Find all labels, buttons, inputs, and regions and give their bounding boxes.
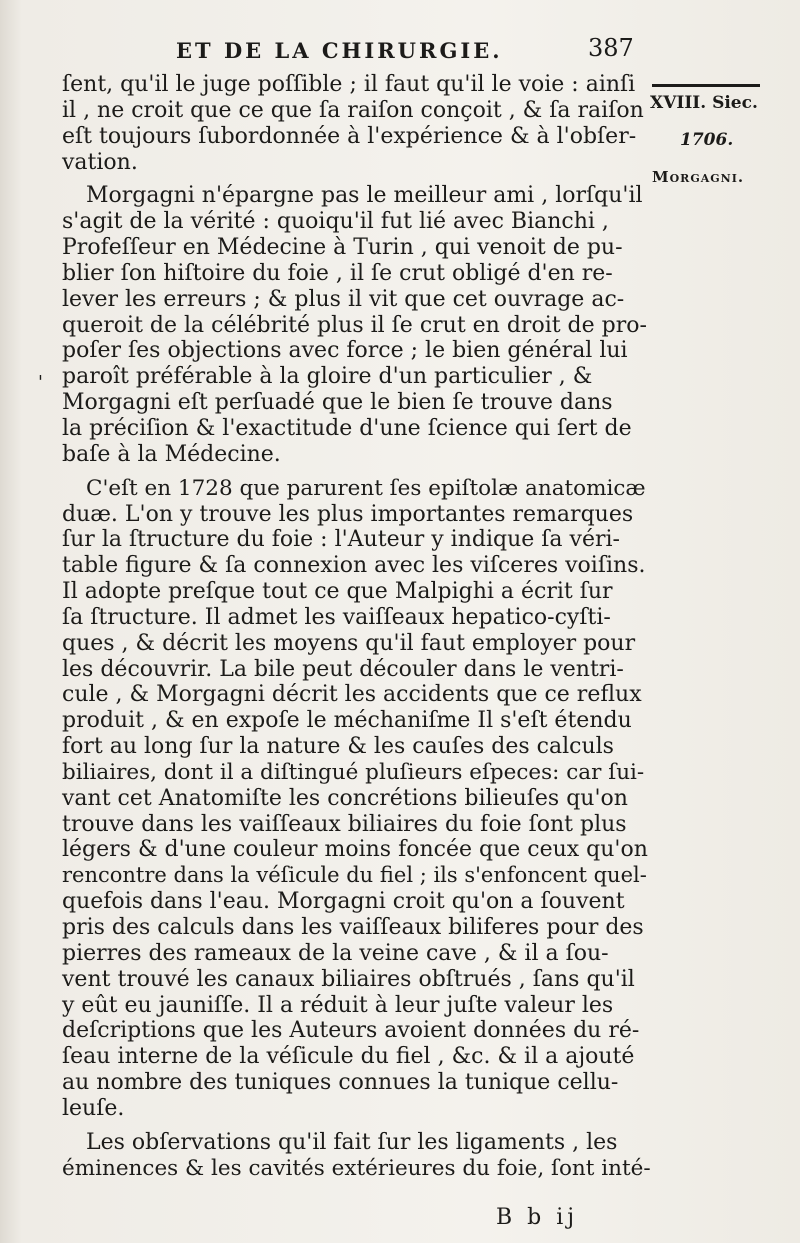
text-line: blier ſon hiſtoire du foie , il ſe crut obligé d'en re- [62,260,613,286]
text-line: il , ne croit que ce que ſa raiſon conçoit , & ſa raiſon [62,97,644,123]
signature-mark: B b ij [496,1205,579,1230]
text-line: Morgagni n'épargne pas le meilleur ami , lorſqu'il [86,183,643,209]
text-line: s'agit de la vérité : quoiqu'il fut lié avec Bianchi , [62,209,609,235]
paragraph [62,1130,652,1182]
text-line: ſent, qu'il le juge poſſible ; il faut qu'il le voie : ainſi [62,72,636,97]
text-line: Les obſervations qu'il fait ſur les ligaments , les [86,1129,618,1155]
text-line: fort au long ſur la nature & les cauſes des calculs [62,734,614,760]
text-line: C'eſt en 1728 que parurent ſes epiſtolæ anatomicæ [86,475,646,501]
paragraph-gap [62,1122,652,1130]
text-line: ques , & décrit les moyens qu'il faut employer pour [62,630,636,656]
text-line: biliaires, dont il a diſtingué pluſieurs eſpeces: car ſui- [62,759,645,785]
text-line: légers & d'une couleur moins foncée que ceux qu'on [62,837,648,863]
text-line: Il adopte preſque tout ce que Malpighi a écrit ſur [62,579,613,605]
text-line: Morgagni eſt perſuadé que le bien ſe trouve dans [62,390,613,416]
text-line: paroît préférable à la gloire d'un particulier , & [62,364,593,390]
margin-year: 1706. [680,130,734,150]
text-line: vant cet Anatomiſte les concrétions bilieuſes qu'on [62,785,628,811]
body-text [62,72,652,1181]
margin-name: Morgagni. [652,168,745,186]
text-line: au nombre des tuniques connues la tunique cellu- [62,1070,619,1096]
text-line: ſur la ſtructure du foie : l'Auteur y indique ſa véri- [62,527,620,553]
text-line: y eût eu jauniſſe. Il a réduit à leur juſte valeur les [62,992,614,1018]
text-line: poſer ſes objections avec force ; le bien général lui [62,338,628,364]
text-line: pierres des rameaux de la veine cave , & il a ſou- [62,940,609,966]
text-line: leuſe. [62,1095,125,1121]
text-line: ſeau interne de la véſicule du fiel , &c. & il a ajouté [62,1044,635,1070]
text-line: vent trouvé les canaux biliaires obſtrués , ſans qu'il [62,966,635,992]
margin-century: XVIII. Siec. [650,93,758,113]
text-line: deſcriptions que les Auteurs avoient données du ré- [62,1018,640,1044]
margin-rule [652,84,760,87]
text-line: lever les erreurs ; & plus il vit que cet ouvrage ac- [62,286,625,312]
text-line: ſa ſtructure. Il admet les vaiſſeaux hepatico-cyſti- [62,604,611,630]
running-head: ET DE LA CHIRURGIE. [176,38,503,63]
text-line: quefois dans l'eau. Morgagni croit qu'on a ſouvent [62,889,625,915]
paragraph [62,476,652,1122]
text-line: cule , & Morgagni décrit les accidents que ce reflux [62,682,642,708]
text-line: pris des calculs dans les vaiſſeaux biliferes pour des [62,915,644,940]
text-line: les découvrir. La bile peut découler dans le ventri- [62,656,624,682]
text-line: rencontre dans la véſicule du fiel ; ils s'enfoncent quel- [62,863,647,888]
text-line: queroit de la célébrité plus il ſe crut en droit de pro- [62,312,647,338]
paragraph-gap [62,468,652,476]
paragraph [62,183,652,467]
text-line: produit , & en expoſe le méchaniſme Il s'eſt étendu [62,708,632,734]
text-line: vation. [62,149,138,175]
text-line: trouve dans les vaiſſeaux biliaires du foie ſont plus [62,811,627,837]
paragraph [62,72,652,175]
text-line: baſe à la Médecine. [62,441,281,467]
text-line: éminences & les cavités extérieures du foie, ſont inté- [62,1155,651,1181]
text-line: eſt toujours ſubordonnée à l'expérience & à l'obſer- [62,123,637,149]
page-number: 387 [588,34,634,62]
text-line: la préciſion & l'exactitude d'une ſcience qui ſert de [62,415,632,441]
paragraph-gap [62,175,652,183]
text-line: table figure & ſa connexion avec les viſceres voiſins. [62,553,646,579]
stray-mark: ' [38,372,43,393]
text-line: Profeſſeur en Médecine à Turin , qui venoit de pu- [62,235,623,261]
text-line: duæ. L'on y trouve les plus importantes remarques [62,501,634,527]
